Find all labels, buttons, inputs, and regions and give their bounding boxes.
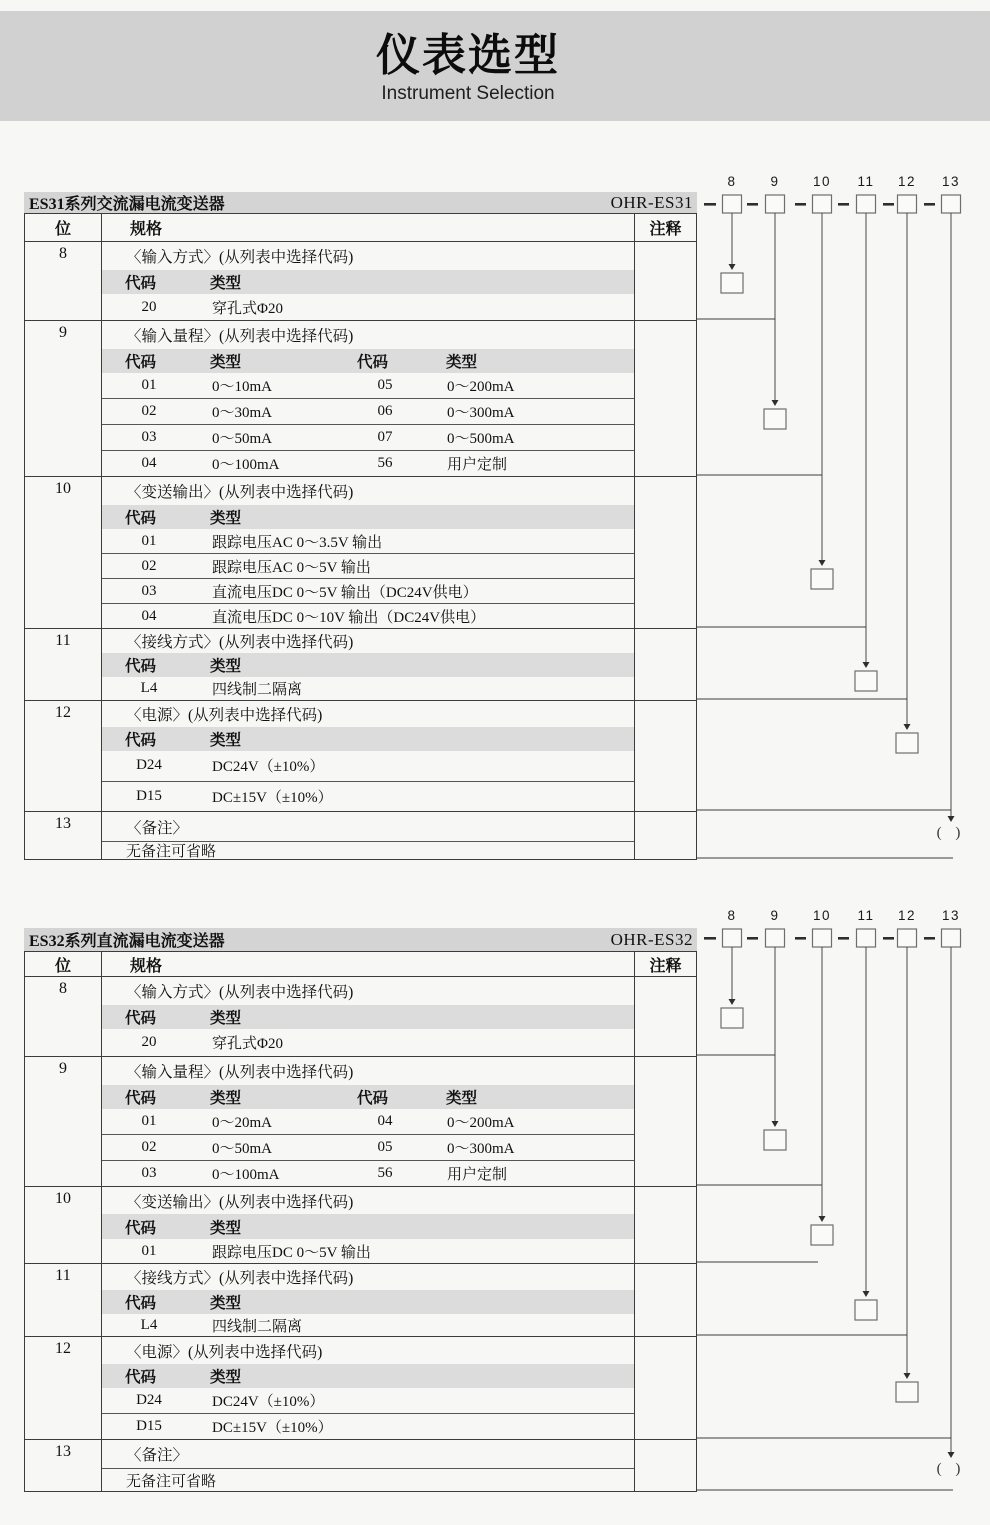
code-row — [102, 424, 634, 450]
spec-title: 〈变送输出〉(从列表中选择代码) — [126, 484, 354, 501]
position-cell — [25, 1337, 102, 1439]
code-row — [102, 398, 634, 424]
note-cell — [635, 812, 696, 859]
code-target-box — [855, 671, 877, 691]
type-header-label: 类型 — [210, 732, 242, 749]
code-rows — [102, 1109, 634, 1186]
code-value: 56 — [377, 455, 393, 471]
model-digit-box-8 — [723, 929, 742, 947]
spec-cell — [102, 1264, 635, 1336]
type-value: 0～50mA — [212, 431, 273, 447]
code-value: D15 — [136, 1418, 162, 1434]
code-value: 05 — [377, 377, 393, 393]
table-title: ES31系列交流漏电流变送器 — [29, 196, 225, 213]
table-header-row — [25, 952, 696, 976]
spec-title: 〈接线方式〉(从列表中选择代码) — [126, 634, 354, 651]
diagram-position-number: 9 — [770, 908, 780, 923]
position-row — [25, 241, 696, 320]
code-target-box — [811, 569, 833, 589]
type-value: 四线制二隔离 — [212, 1318, 303, 1335]
code-target-box — [855, 1300, 877, 1320]
code-type-header-band — [102, 1290, 634, 1314]
code-rows — [102, 294, 634, 320]
code-header-label: 代码 — [125, 1219, 157, 1237]
position-row — [25, 976, 696, 1056]
model-digit-box-8 — [723, 195, 742, 213]
code-header-label: 代码 — [357, 1090, 389, 1107]
diagram-position-number: 8 — [727, 174, 737, 189]
model-digit-box-11 — [857, 195, 876, 213]
model-digit-box-13 — [942, 195, 961, 213]
type-value: 直流电压DC 0～10V 输出（DC24V供电） — [212, 609, 486, 626]
position-row — [25, 1336, 696, 1439]
arrowhead-icon — [729, 264, 736, 270]
remark-parentheses: ( ) — [936, 1461, 966, 1477]
type-value: DC±15V（±10%） — [212, 789, 333, 806]
code-row — [102, 1413, 634, 1439]
diagram-position-number: 12 — [897, 908, 917, 923]
position-cell — [25, 477, 102, 628]
code-value: 01 — [141, 377, 157, 393]
code-row — [102, 1029, 634, 1056]
type-value: 0～500mA — [447, 431, 515, 447]
position-cell — [25, 242, 102, 320]
code-rows — [102, 751, 634, 811]
model-digit-box-11 — [857, 929, 876, 947]
spec-cell — [102, 977, 635, 1056]
code-row — [102, 781, 634, 812]
code-value: 03 — [141, 429, 157, 445]
spec-title: 〈电源〉(从列表中选择代码) — [126, 707, 323, 724]
position-number: 13 — [55, 1443, 71, 1460]
note-cell — [635, 701, 696, 811]
model-prefix-label: OHR-ES31 — [610, 193, 693, 212]
arrowhead-icon — [863, 1291, 870, 1297]
spec-cell — [102, 629, 635, 700]
code-value: 02 — [141, 403, 157, 419]
spec-title: 〈输入量程〉(从列表中选择代码) — [126, 328, 354, 345]
position-cell — [25, 1440, 102, 1491]
type-header-label: 类型 — [210, 1295, 242, 1312]
position-cell — [25, 1264, 102, 1336]
type-value: 跟踪电压DC 0～5V 输出 — [212, 1244, 371, 1261]
code-rows — [102, 1029, 634, 1056]
code-row — [102, 1134, 634, 1160]
position-row — [25, 320, 696, 476]
position-row — [25, 628, 696, 700]
position-number: 10 — [55, 480, 71, 497]
table-title: ES32系列直流漏电流变送器 — [29, 933, 225, 950]
position-cell — [25, 321, 102, 476]
code-value: 02 — [141, 557, 157, 574]
position-cell — [25, 1057, 102, 1186]
note-cell — [635, 1187, 696, 1263]
type-value: 直流电压DC 0～5V 输出（DC24V供电） — [212, 584, 478, 601]
position-number: 11 — [55, 632, 71, 649]
type-value: 0～200mA — [447, 1115, 515, 1131]
note-cell — [635, 629, 696, 700]
position-row — [25, 1439, 696, 1491]
column-header-position: 位 — [25, 952, 102, 976]
selection-table — [24, 213, 697, 860]
type-header-label: 类型 — [446, 1090, 478, 1107]
diagram-position-number: 9 — [770, 174, 780, 189]
spec-title: 〈备注〉 — [126, 1447, 189, 1464]
type-value: 0～20mA — [212, 1115, 273, 1131]
position-number: 13 — [55, 815, 71, 832]
spec-cell — [102, 1440, 635, 1491]
code-value: D24 — [136, 1392, 162, 1408]
page-title: 仪表选型 — [376, 31, 560, 80]
note-cell — [635, 1057, 696, 1186]
type-value: 跟踪电压AC 0～5V 输出 — [212, 559, 371, 576]
code-value: 04 — [377, 1113, 393, 1129]
code-target-box — [721, 1008, 743, 1028]
code-value: 20 — [141, 298, 157, 315]
code-row — [102, 373, 634, 398]
diagram-position-number: 12 — [897, 174, 917, 189]
type-header-label: 类型 — [210, 658, 242, 675]
code-type-header-band — [102, 1085, 634, 1109]
code-row — [102, 1314, 634, 1336]
remark-parentheses: ( ) — [936, 825, 966, 841]
code-header-label: 代码 — [125, 1010, 157, 1027]
code-row — [102, 294, 634, 320]
code-header-label: 代码 — [125, 510, 157, 527]
code-value: 04 — [141, 455, 157, 471]
type-header-label: 类型 — [210, 510, 242, 527]
code-separator-dash — [704, 937, 716, 940]
note-cell — [635, 242, 696, 320]
code-rows — [102, 373, 634, 476]
code-type-header-band — [102, 1005, 634, 1029]
code-row — [102, 553, 634, 578]
type-value: 0～50mA — [212, 1141, 273, 1157]
code-target-box — [721, 273, 743, 293]
code-separator-dash — [838, 937, 849, 940]
position-number: 10 — [55, 1190, 71, 1207]
spec-cell — [102, 812, 635, 859]
position-row — [25, 700, 696, 811]
code-value: 03 — [141, 1165, 157, 1181]
type-value: 0～10mA — [212, 379, 273, 395]
type-value: 穿孔式Φ20 — [212, 1036, 283, 1052]
spec-title: 〈变送输出〉(从列表中选择代码) — [126, 1193, 354, 1211]
code-separator-dash — [924, 937, 935, 940]
type-value: 0～200mA — [447, 379, 515, 395]
code-value: D24 — [136, 757, 162, 774]
code-value: 01 — [141, 532, 157, 549]
code-header-label: 代码 — [125, 275, 157, 292]
position-number: 12 — [55, 1340, 71, 1357]
diagram-position-number: 10 — [812, 908, 832, 923]
code-separator-dash — [747, 937, 758, 940]
code-separator-dash — [838, 203, 849, 206]
spec-cell — [102, 1187, 635, 1263]
remark-text: 无备注可省略 — [102, 1468, 634, 1491]
code-type-header-band — [102, 653, 634, 677]
type-value: 0～30mA — [212, 405, 273, 421]
code-target-box — [811, 1225, 833, 1245]
note-cell — [635, 477, 696, 628]
position-cell — [25, 701, 102, 811]
model-digit-box-13 — [942, 929, 961, 947]
arrowhead-icon — [819, 560, 826, 566]
column-header-note: 注释 — [649, 957, 682, 975]
code-value: 56 — [377, 1165, 393, 1181]
type-value: 用户定制 — [447, 457, 508, 473]
code-separator-dash — [747, 203, 758, 206]
arrowhead-icon — [948, 816, 955, 822]
type-value: 0～100mA — [212, 1167, 280, 1183]
code-type-header-band — [102, 505, 634, 529]
arrowhead-icon — [729, 999, 736, 1005]
code-header-label: 代码 — [125, 1369, 157, 1386]
selection-table — [24, 951, 697, 1492]
type-value: 四线制二隔离 — [212, 682, 303, 698]
model-digit-box-9 — [766, 929, 785, 947]
type-value: DC±15V（±10%） — [212, 1420, 333, 1436]
position-number: 12 — [55, 704, 71, 721]
spec-cell — [102, 1057, 635, 1186]
page-header-band — [0, 11, 990, 121]
model-digit-box-12 — [898, 929, 917, 947]
spec-cell — [102, 701, 635, 811]
code-header-label: 代码 — [125, 1090, 157, 1107]
type-value: 穿孔式Φ20 — [212, 300, 283, 317]
spec-cell — [102, 242, 635, 320]
code-type-header-band — [102, 270, 634, 294]
code-value: D15 — [136, 787, 162, 804]
position-row — [25, 1263, 696, 1336]
code-header-label: 代码 — [125, 354, 157, 371]
arrowhead-icon — [863, 662, 870, 668]
type-value: DC24V（±10%） — [212, 1394, 325, 1410]
column-header-spec: 规格 — [102, 214, 635, 241]
note-cell — [635, 1440, 696, 1491]
column-header-spec: 规格 — [102, 952, 635, 976]
table-header-row — [25, 214, 696, 241]
position-number: 8 — [59, 245, 67, 262]
code-separator-dash — [704, 203, 716, 206]
page-subtitle: Instrument Selection — [381, 82, 555, 104]
diagram-position-number: 11 — [857, 174, 875, 189]
diagram-position-number: 11 — [857, 908, 875, 923]
spec-title: 〈备注〉 — [126, 819, 189, 837]
code-separator-dash — [795, 203, 806, 206]
code-value: L4 — [140, 680, 158, 696]
code-row — [102, 450, 634, 476]
code-rows — [102, 529, 634, 628]
position-number: 9 — [59, 324, 67, 341]
type-header-label: 类型 — [210, 354, 242, 371]
note-cell — [635, 321, 696, 476]
code-rows — [102, 1239, 634, 1263]
spec-title: 〈输入量程〉(从列表中选择代码) — [126, 1064, 354, 1081]
code-value: 04 — [141, 607, 157, 624]
code-value: 02 — [141, 1139, 157, 1155]
spec-cell — [102, 477, 635, 628]
code-header-label: 代码 — [125, 658, 157, 675]
diagram-position-number: 13 — [941, 174, 961, 189]
type-value: DC24V（±10%） — [212, 759, 325, 776]
code-header-label: 代码 — [125, 732, 157, 749]
position-row — [25, 1056, 696, 1186]
code-rows — [102, 677, 634, 700]
spec-title: 〈电源〉(从列表中选择代码) — [126, 1343, 323, 1361]
code-row — [102, 529, 634, 553]
arrowhead-icon — [904, 1373, 911, 1379]
position-row — [25, 476, 696, 628]
code-separator-dash — [883, 937, 894, 940]
model-digit-box-9 — [766, 195, 785, 213]
type-value: 用户定制 — [447, 1167, 508, 1183]
type-header-label: 类型 — [210, 1369, 242, 1386]
model-digit-box-12 — [898, 195, 917, 213]
spec-title: 〈接线方式〉(从列表中选择代码) — [126, 1270, 354, 1287]
code-row — [102, 1239, 634, 1263]
code-value: 03 — [141, 582, 157, 599]
note-cell — [635, 1337, 696, 1439]
position-cell — [25, 977, 102, 1056]
spec-title: 〈输入方式〉(从列表中选择代码) — [126, 249, 354, 266]
code-target-box — [896, 733, 918, 753]
code-value: 07 — [377, 429, 393, 445]
arrowhead-icon — [904, 724, 911, 730]
type-value: 0～100mA — [212, 457, 280, 473]
position-number: 9 — [59, 1060, 67, 1077]
type-header-label: 类型 — [210, 1090, 242, 1107]
code-separator-dash — [883, 203, 894, 206]
code-value: 20 — [141, 1034, 157, 1050]
diagram-position-number: 8 — [727, 908, 737, 923]
remark-text: 无备注可省略 — [102, 841, 634, 859]
position-cell — [25, 629, 102, 700]
type-header-label: 类型 — [446, 354, 478, 371]
arrowhead-icon — [772, 400, 779, 406]
code-target-box — [896, 1382, 918, 1402]
note-cell — [635, 977, 696, 1056]
code-row — [102, 603, 634, 628]
code-header-label: 代码 — [357, 354, 389, 371]
type-value: 跟踪电压AC 0～3.5V 输出 — [212, 534, 383, 551]
model-digit-box-10 — [813, 929, 832, 947]
code-row — [102, 1160, 634, 1186]
code-value: 05 — [377, 1139, 393, 1155]
code-row — [102, 1109, 634, 1134]
code-row — [102, 677, 634, 700]
code-rows — [102, 1388, 634, 1439]
column-header-note: 注释 — [649, 221, 682, 238]
arrowhead-icon — [819, 1216, 826, 1222]
model-digit-box-10 — [813, 195, 832, 213]
code-separator-dash — [795, 937, 806, 940]
code-target-box — [764, 409, 786, 429]
spec-cell — [102, 321, 635, 476]
code-separator-dash — [924, 203, 935, 206]
type-header-label: 类型 — [210, 1219, 242, 1237]
diagram-position-number: 10 — [812, 174, 832, 189]
code-row — [102, 1388, 634, 1413]
code-value: 01 — [141, 1242, 157, 1259]
position-number: 8 — [59, 980, 67, 997]
code-header-label: 代码 — [125, 1295, 157, 1312]
code-value: 06 — [377, 403, 393, 419]
model-prefix-label: OHR-ES32 — [610, 930, 693, 949]
type-header-label: 类型 — [210, 1010, 242, 1027]
position-cell — [25, 1187, 102, 1263]
code-target-box — [764, 1130, 786, 1150]
position-cell — [25, 812, 102, 859]
type-value: 0～300mA — [447, 1141, 515, 1157]
code-rows — [102, 1314, 634, 1336]
code-value: L4 — [140, 1316, 158, 1333]
spec-cell — [102, 1337, 635, 1439]
code-type-header-band — [102, 349, 634, 373]
note-cell — [635, 1264, 696, 1336]
type-value: 0～300mA — [447, 405, 515, 421]
code-row — [102, 578, 634, 603]
type-header-label: 类型 — [210, 275, 242, 292]
position-row — [25, 811, 696, 859]
code-value: 01 — [141, 1113, 157, 1129]
code-row — [102, 751, 634, 781]
column-header-position: 位 — [25, 214, 102, 241]
arrowhead-icon — [948, 1452, 955, 1458]
position-number: 11 — [55, 1267, 71, 1284]
code-type-header-band — [102, 1364, 634, 1388]
spec-title: 〈输入方式〉(从列表中选择代码) — [126, 984, 354, 1001]
position-row — [25, 1186, 696, 1263]
arrowhead-icon — [772, 1121, 779, 1127]
code-type-header-band — [102, 727, 634, 751]
code-type-header-band — [102, 1214, 634, 1239]
diagram-position-number: 13 — [941, 908, 961, 923]
